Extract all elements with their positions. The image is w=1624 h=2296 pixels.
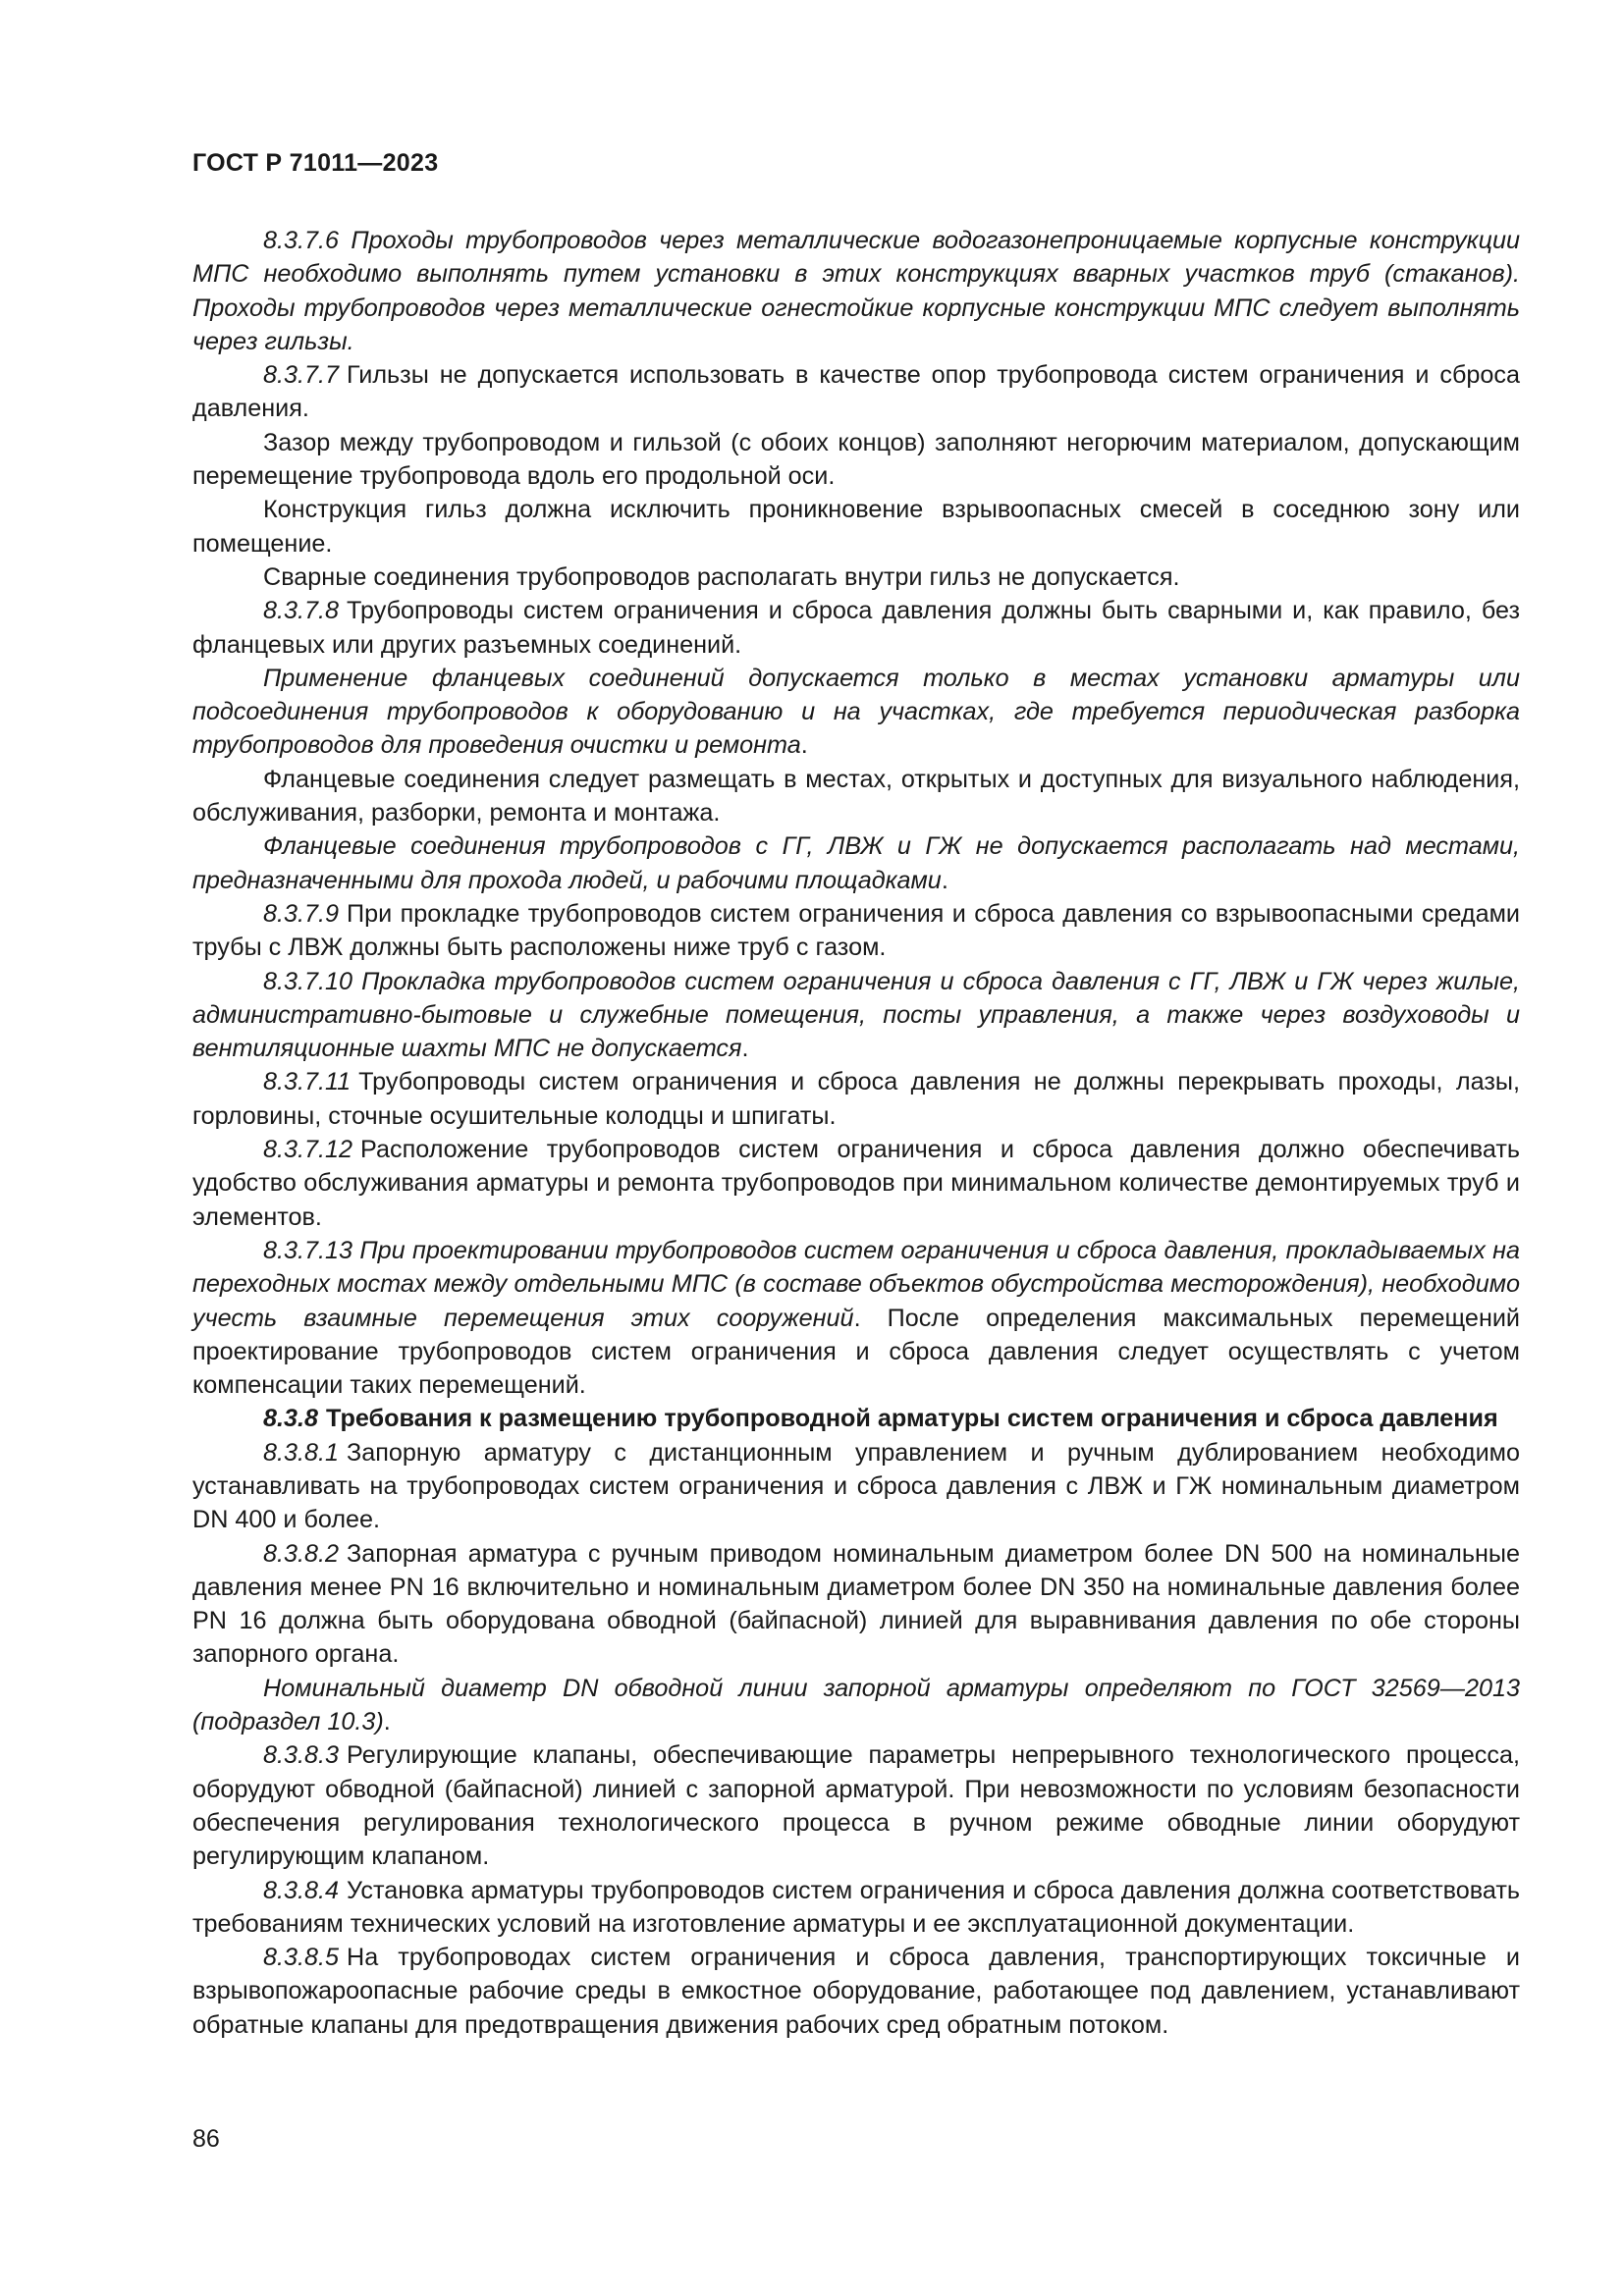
paragraph-flange-placement <box>192 763 1520 830</box>
clause-text: Трубопроводы систем ограничения и сброса давления должны быть сварными и, как правило, без фланцевых или других разъемных соединений. <box>192 597 1520 659</box>
clause-8-3-7-10 <box>192 965 1520 1066</box>
punctuation: . <box>941 866 948 894</box>
clause-text: Установка арматуры трубопроводов систем ограничения и сброса давления должна соответствовать требованиям технических условий на изготовление арматуры и ее эксплуатационной документации. <box>192 1876 1520 1938</box>
section-title: Требования к размещению трубопроводной арматуры систем ограничения и сброса давления <box>326 1405 1498 1433</box>
clause-text: На трубопроводах систем ограничения и сброса давления, транспортирующих токсичные и взрывопожароопасные рабочие среды в емкостное оборудование, работающее под давлением, устанавливают обратные клапаны для предотвращения движения рабочих сред обратным потоком. <box>192 1944 1520 2039</box>
clause-number: 8.3.7.12 <box>263 1136 353 1164</box>
punctuation: . <box>383 1708 391 1736</box>
clause-number: 8.3.7.11 <box>263 1068 352 1096</box>
clause-8-3-7-9 <box>192 897 1520 965</box>
clause-text: При прокладке трубопроводов систем ограничения и сброса давления со взрывоопасными средами трубы с ЛВЖ должны быть расположены ниже труб с газом. <box>192 899 1520 962</box>
clause-text-italic: 8.3.7.13 При проектировании трубопроводов систем ограничения и сброса давления, прокладываемых на переходных мостах между отдельными МПС (в составе объектов обустройства месторождения), необходимо учесть взаимные перемещения этих сооружений <box>192 1236 1520 1332</box>
paragraph-text: Фланцевые соединения следует размещать в местах, открытых и доступных для визуального наблюдения, обслуживания, разборки, ремонта и монтажа. <box>192 765 1520 828</box>
clause-text: Гильзы не допускается использовать в качестве опор трубопровода систем ограничения и сброса давления. <box>192 361 1520 423</box>
clause-text: Запорную арматуру с дистанционным управлением и ручным дублированием необходимо устанавливать на трубопроводах систем ограничения и сброса давления с ЛВЖ и ГЖ номинальным диаметром DN 400 и более. <box>192 1438 1520 1534</box>
clause-8-3-7-11 <box>192 1065 1520 1133</box>
clause-8-3-7-6 <box>192 224 1520 358</box>
page-number: 86 <box>192 2125 220 2153</box>
paragraph-text: Зазор между трубопроводом и гильзой (с обоих концов) заполняют негорючим материалом, допускающим перемещение трубопровода вдоль его продольной оси. <box>192 428 1520 491</box>
clause-number: 8.3.7.8 <box>263 597 340 625</box>
clause-text: Запорная арматура с ручным приводом номинальным диаметром более DN 500 на номинальные давления менее PN 16 включительно и номинальным диаметром более DN 350 на номинальные давления более PN 16 должна быть оборудована обводной (байпасной) линией для выравнивания давления по обе стороны запорного органа. <box>192 1539 1520 1669</box>
clause-text: . После определения максимальных перемещений проектирование трубопроводов систем ограничения и сброса давления следует осуществлять с учетом компенсации таких перемещений. <box>192 1304 1520 1400</box>
clause-number: 8.3.8.2 <box>263 1539 340 1568</box>
paragraph-flange-usage <box>192 662 1520 763</box>
punctuation: . <box>800 731 808 760</box>
section-number: 8.3.8 <box>263 1405 319 1433</box>
clause-text: Регулирующие клапаны, обеспечивающие параметры непрерывного технологического процесса, оборудуют обводной (байпасной) линией с запорной арматурой. При невозможности по условиям безопасности обеспечения регулирования технологического процесса в ручном режиме обводные линии оборудуют регулирующим клапаном. <box>192 1741 1520 1871</box>
clause-8-3-7-13 <box>192 1234 1520 1402</box>
paragraph-welds-in-sleeves <box>192 561 1520 594</box>
paragraph-sleeve-design <box>192 493 1520 561</box>
clause-text: Трубопроводы систем ограничения и сброса давления не должны перекрывать проходы, лазы, горловины, сточные осушительные колодцы и шпигаты. <box>192 1068 1520 1130</box>
paragraph-sleeve-gap <box>192 426 1520 494</box>
document-header: ГОСТ Р 71011—2023 <box>192 149 439 177</box>
clause-8-3-8-2 <box>192 1537 1520 1672</box>
clause-text: 8.3.7.6 Проходы трубопроводов через металлические водогазонепроницаемые корпусные конструкции МПС необходимо выполнять путем установки в этих конструкциях вварных участков труб (стаканов). Проходы трубопроводов через металлические огнестойкие корпусные конструкции МПС следует выполнять через гильзы. <box>192 227 1520 355</box>
clause-8-3-7-8 <box>192 594 1520 662</box>
clause-number: 8.3.7.9 <box>263 899 340 928</box>
clause-8-3-8-4 <box>192 1874 1520 1942</box>
paragraph-bypass-diameter <box>192 1672 1520 1739</box>
paragraph-text: Сварные соединения трубопроводов располагать внутри гильз не допускается. <box>263 562 1180 591</box>
clause-number: 8.3.8.4 <box>263 1876 340 1904</box>
paragraph-text: Конструкция гильз должна исключить проникновение взрывоопасных смесей в соседнюю зону или помещение. <box>192 496 1520 558</box>
paragraph-flange-restriction <box>192 829 1520 897</box>
clause-number: 8.3.8.5 <box>263 1944 340 1972</box>
clause-8-3-8-5 <box>192 1941 1520 2042</box>
clause-number: 8.3.7.7 <box>263 361 340 390</box>
clause-text: 8.3.7.10 Прокладка трубопроводов систем ограничения и сброса давления с ГГ, ЛВЖ и ГЖ через жилые, административно-бытовые и служебные помещения, посты управления, а также через воздуховоды и вентиляционные шахты МПС не допускается <box>192 967 1520 1063</box>
clause-number: 8.3.8.3 <box>263 1741 340 1770</box>
clause-8-3-8-1 <box>192 1436 1520 1537</box>
clause-number: 8.3.8.1 <box>263 1438 340 1467</box>
document-body <box>192 224 1520 2042</box>
paragraph-text: Номинальный диаметр DN обводной линии запорной арматуры определяют по ГОСТ 32569—2013 (подраздел 10.3) <box>192 1674 1520 1736</box>
punctuation: . <box>741 1035 749 1063</box>
clause-text: Расположение трубопроводов систем ограничения и сброса давления должно обеспечивать удобство обслуживания арматуры и ремонта трубопроводов при минимальном количестве демонтируемых труб и элементов. <box>192 1136 1520 1231</box>
clause-8-3-8-3 <box>192 1738 1520 1873</box>
section-heading-8-3-8 <box>192 1402 1520 1435</box>
paragraph-text: Применение фланцевых соединений допускается только в местах установки арматуры или подсоединения трубопроводов к оборудованию и на участках, где требуется периодическая разборка трубопроводов для проведения очистки и ремонта <box>192 664 1520 760</box>
clause-8-3-7-12 <box>192 1133 1520 1234</box>
clause-8-3-7-7 <box>192 358 1520 426</box>
paragraph-text: Фланцевые соединения трубопроводов с ГГ, ЛВЖ и ГЖ не допускается располагать над местами, предназначенными для прохода людей, и рабочими площадками <box>192 832 1520 894</box>
